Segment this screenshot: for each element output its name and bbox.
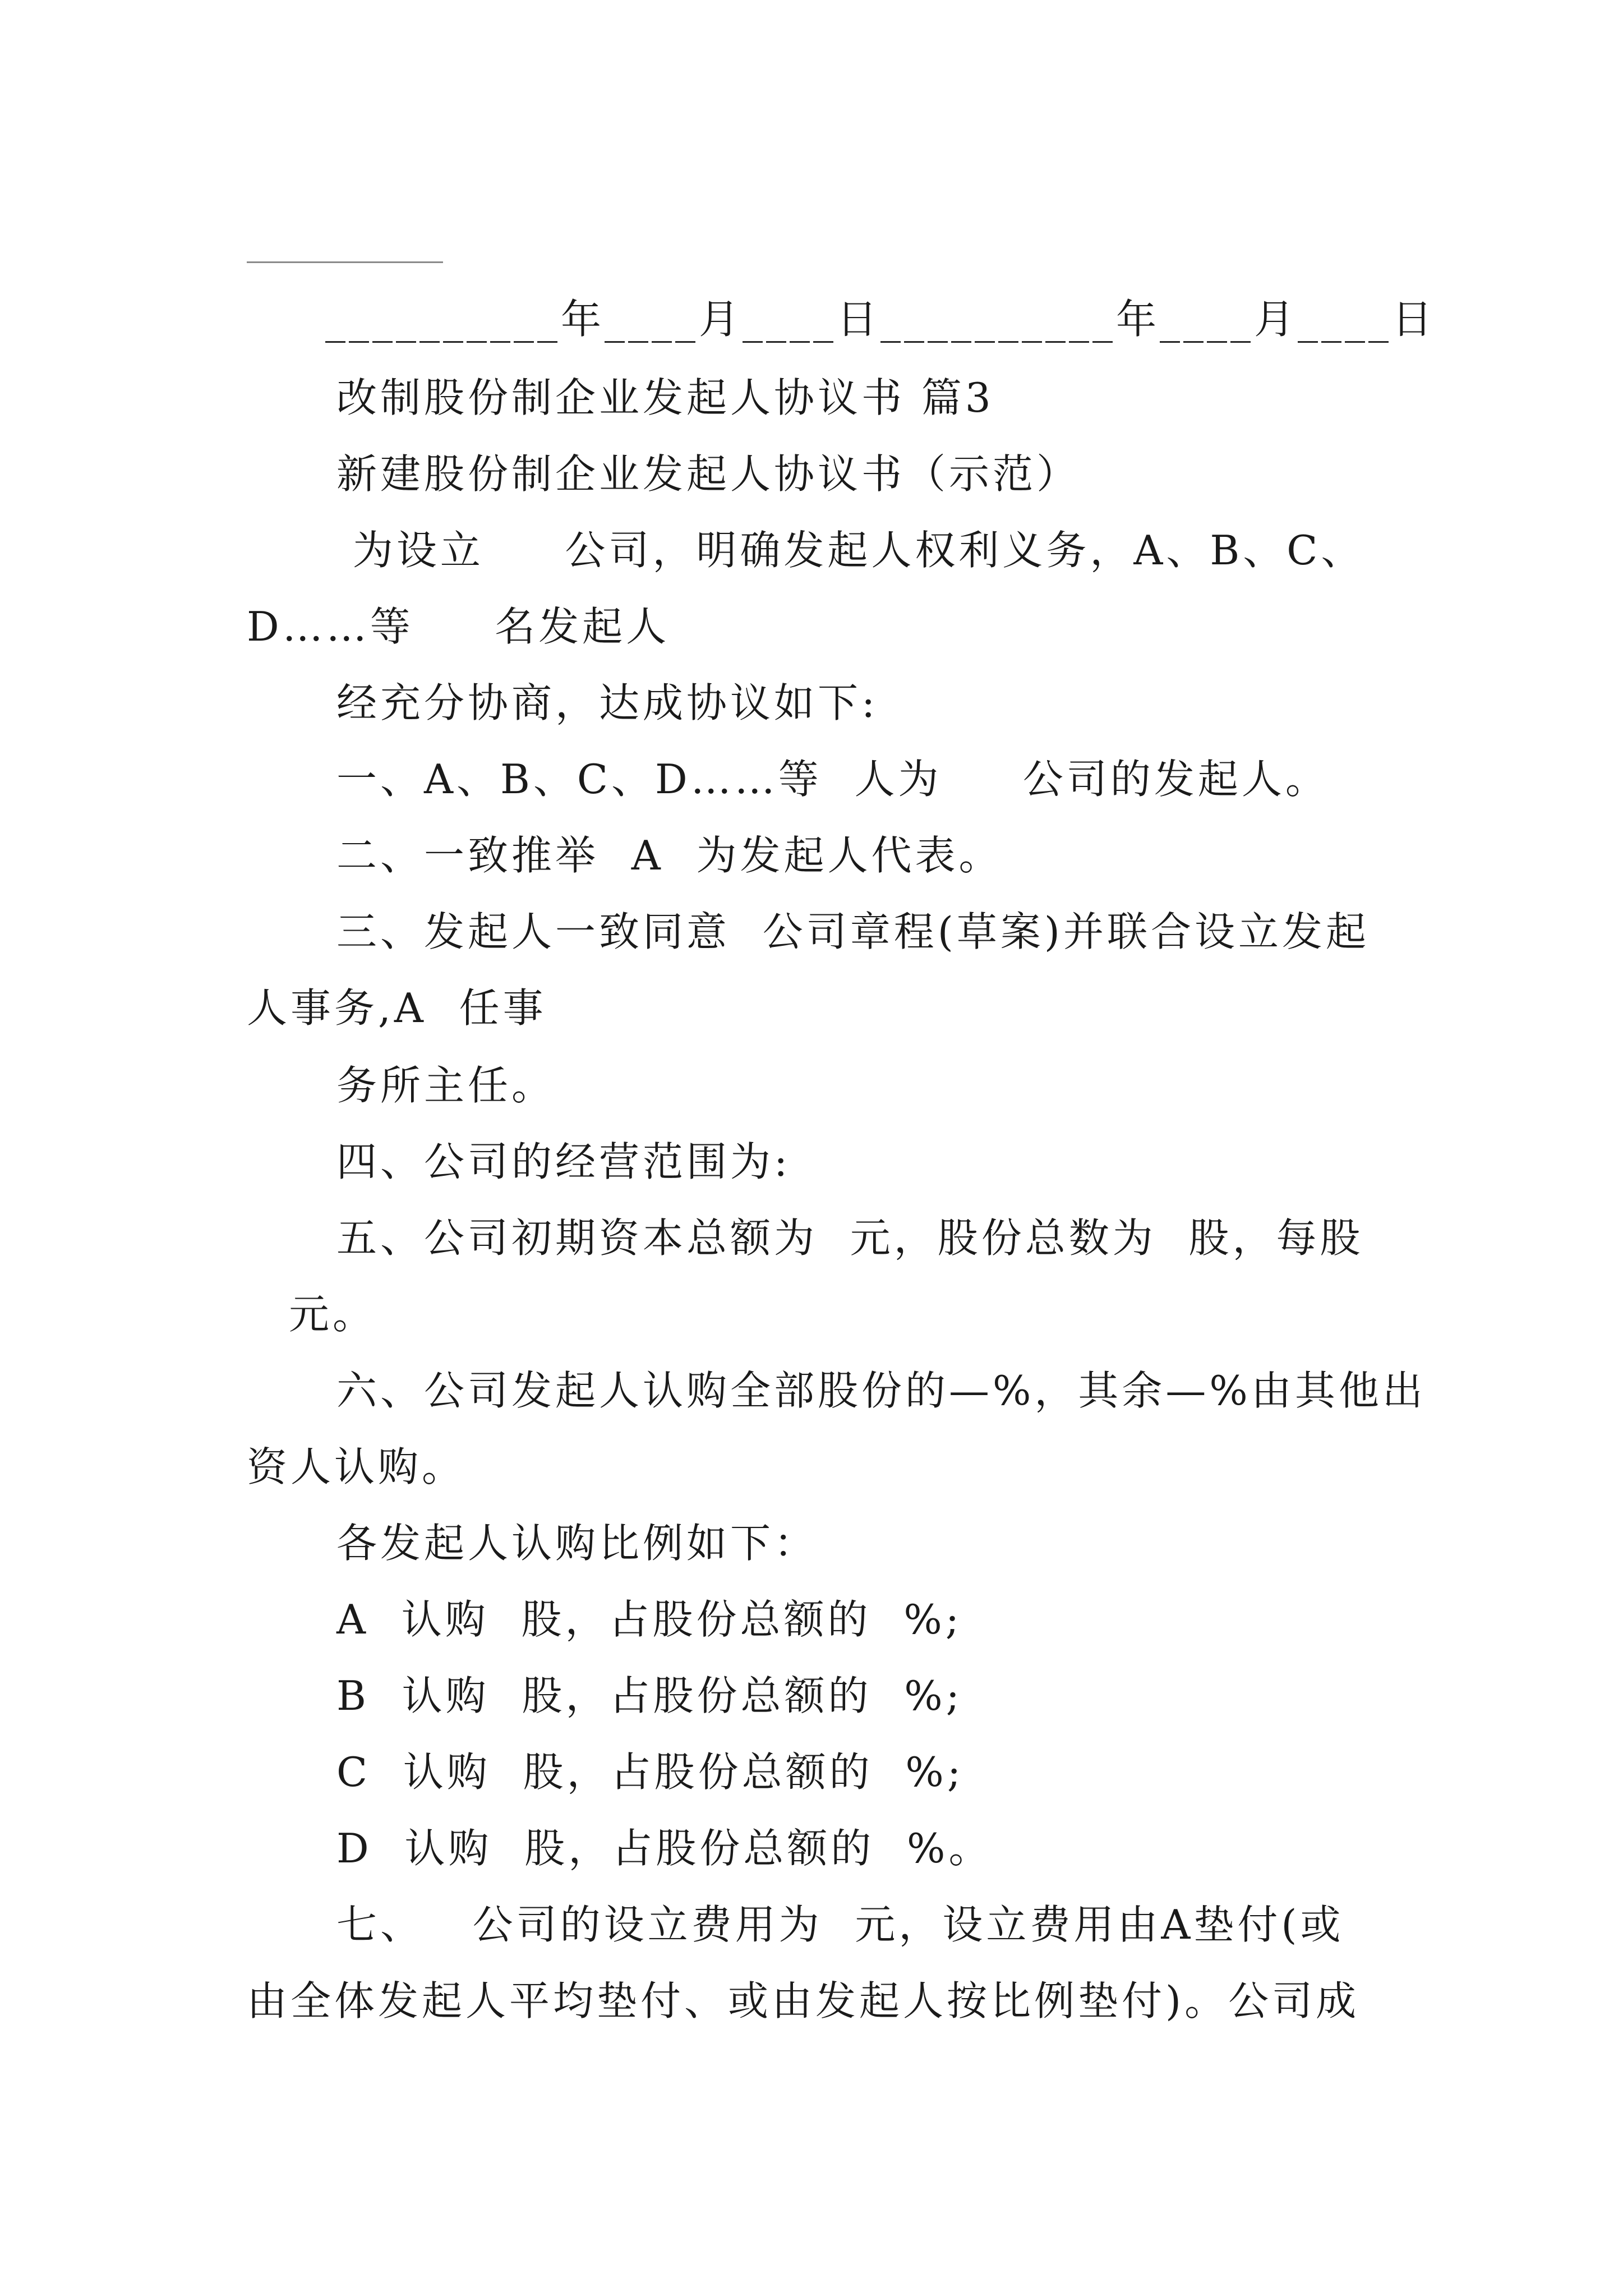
header-divider bbox=[247, 261, 443, 263]
paragraph-line: D……等 名发起人 bbox=[247, 603, 670, 650]
clause-7: 七、 公司的设立费用为 元，设立费用由A垫付(或 bbox=[336, 1901, 1344, 1948]
clause-2: 二、一致推举 A 为发起人代表。 bbox=[336, 832, 1003, 879]
subscription-a: A 认购 股，占股份总额的 %; bbox=[336, 1596, 962, 1643]
paragraph-line: 为设立 公司，明确发起人权利义务，A、B、C、 bbox=[336, 527, 1365, 574]
document-subtitle: 新建股份制企业发起人协议书（示范） bbox=[336, 450, 1081, 498]
paragraph-line: 经充分协商，达成协议如下: bbox=[336, 679, 879, 726]
clause-5: 五、公司初期资本总额为 元，股份总数为 股，每股 bbox=[336, 1214, 1364, 1262]
clause-7-cont: 由全体发起人平均垫付、或由发起人按比例垫付)。公司成 bbox=[247, 1977, 1360, 2024]
clause-6: 六、公司发起人认购全部股份的—%，其余—%由其他出 bbox=[336, 1367, 1426, 1414]
clause-1: 一、A、B、C、D……等 人为 公司的发起人。 bbox=[336, 756, 1329, 803]
section-title: 改制股份制企业发起人协议书 篇3 bbox=[336, 374, 994, 421]
subscription-b: B 认购 股，占股份总额的 %; bbox=[336, 1672, 963, 1719]
subscription-c: C 认购 股，占股份总额的 %; bbox=[336, 1749, 965, 1796]
clause-4: 四、公司的经营范围为: bbox=[336, 1138, 791, 1185]
clause-3: 三、发起人一致同意 公司章程(草案)并联合设立发起 bbox=[336, 908, 1370, 955]
clause-5-cont: 元。 bbox=[289, 1291, 377, 1338]
clause-3-cont: 务所主任。 bbox=[336, 1062, 556, 1109]
clause-3-cont: 人事务,A 任事 bbox=[247, 984, 547, 1032]
subscription-d: D 认购 股，占股份总额的 %。 bbox=[336, 1825, 993, 1872]
clause-6-cont: 资人认购。 bbox=[247, 1443, 466, 1490]
signature-date-line: __________年____月____日__________年____月____日 bbox=[325, 296, 1436, 343]
subscription-intro: 各发起人认购比例如下： bbox=[336, 1520, 818, 1567]
